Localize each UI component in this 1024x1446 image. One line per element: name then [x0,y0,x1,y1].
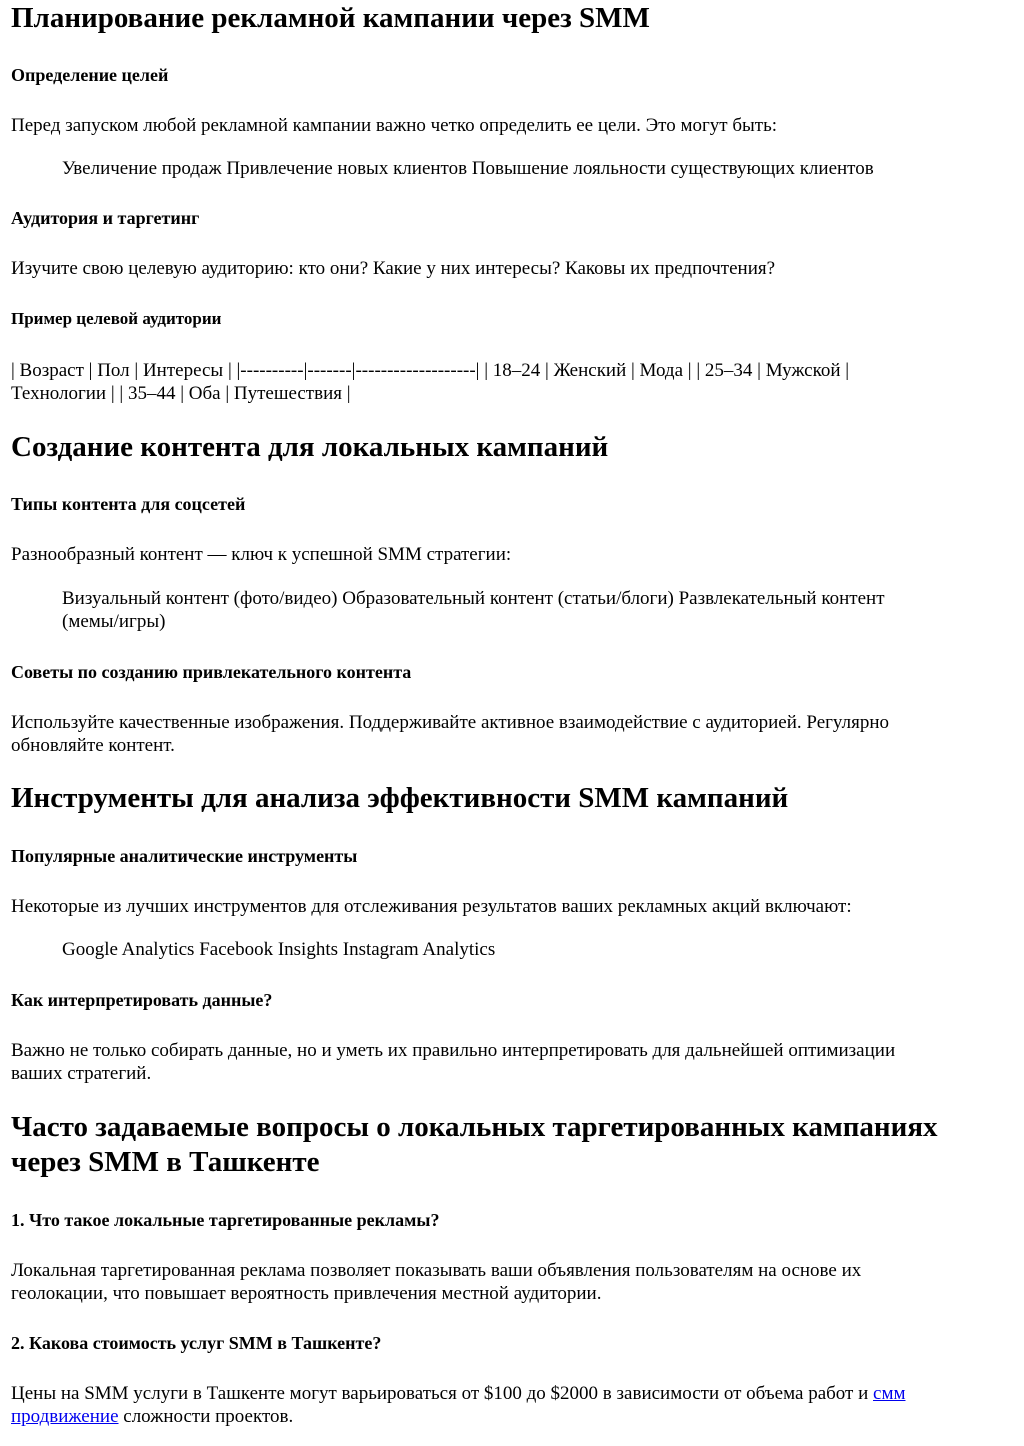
audience-table-text-line2: Технологии | | 35–44 | Оба | Путешествия | [11,383,351,404]
faq-answer-2-text-before: Цены на SMM услуги в Ташкенте могут варьироваться от $100 до $2000 в зависимости от объема работ и [11,1383,874,1404]
heading-audience-example: Пример целевой аудитории [11,309,222,328]
heading-content-types: Типы контента для соцсетей [11,494,246,514]
heading-goals: Определение целей [11,65,169,85]
list-content-types-line2: (мемы/игры) [62,611,166,632]
paragraph-content-tips-line2: обновляйте контент. [11,735,175,756]
paragraph-interpret-line1: Важно не только собирать данные, но и уметь их правильно интерпретировать для дальнейшей оптимизации [11,1040,896,1061]
section-title-planning: Планирование рекламной кампании через SMM [11,2,650,34]
paragraph-audience: Изучите свою целевую аудиторию: кто они? Какие у них интересы? Каковы их предпочтения? [11,258,776,279]
section-title-analytics: Инструменты для анализа эффективности SMM кампаний [11,782,789,814]
list-content-types-line1: Визуальный контент (фото/видео) Образовательный контент (статьи/блоги) Развлекательный контент [62,588,885,609]
smm-promotion-link-part2[interactable]: продвижение [11,1406,119,1427]
section-title-faq-line2: через SMM в Ташкенте [11,1146,320,1178]
paragraph-interpret-line2: ваших стратегий. [11,1063,152,1084]
faq-question-2: 2. Какова стоимость услуг SMM в Ташкенте? [11,1333,382,1353]
faq-answer-2-text-after: сложности проектов. [118,1406,294,1427]
faq-answer-1-line1: Локальная таргетированная реклама позволяет показывать ваши объявления пользователям на основе их [11,1260,862,1281]
list-analytics-tools: Google Analytics Facebook Insights Instagram Analytics [62,939,496,960]
smm-promotion-link-part1[interactable]: смм [873,1383,906,1404]
heading-interpret-data: Как интерпретировать данные? [11,990,273,1010]
paragraph-analytics-tools: Некоторые из лучших инструментов для отслеживания результатов ваших рекламных акций включают: [11,896,852,917]
list-goals: Увеличение продаж Привлечение новых клиентов Повышение лояльности существующих клиентов [62,158,874,179]
heading-analytics-tools: Популярные аналитические инструменты [11,846,358,866]
heading-content-tips: Советы по созданию привлекательного контента [11,662,412,682]
paragraph-goals: Перед запуском любой рекламной кампании важно четко определить ее цели. Это могут быть: [11,115,778,136]
faq-question-1: 1. Что такое локальные таргетированные рекламы? [11,1210,440,1230]
audience-table-text-line1: | Возраст | Пол | Интересы | |----------|-------|-------------------| | 18–24 | Женский | Мода | | 25–34 | Мужской | [11,360,850,381]
heading-audience: Аудитория и таргетинг [11,208,200,228]
paragraph-content-types: Разнообразный контент — ключ к успешной SMM стратегии: [11,544,512,565]
faq-answer-2-line1 [11,1382,906,1405]
section-title-content: Создание контента для локальных кампаний [11,431,609,463]
faq-answer-2-line2 [11,1405,293,1428]
faq-answer-1-line2: геолокации, что повышает вероятность привлечения местной аудитории. [11,1283,602,1304]
paragraph-content-tips-line1: Используйте качественные изображения. Поддерживайте активное взаимодействие с аудиторией. Регулярно [11,712,889,733]
section-title-faq-line1: Часто задаваемые вопросы о локальных таргетированных кампаниях [11,1111,938,1143]
